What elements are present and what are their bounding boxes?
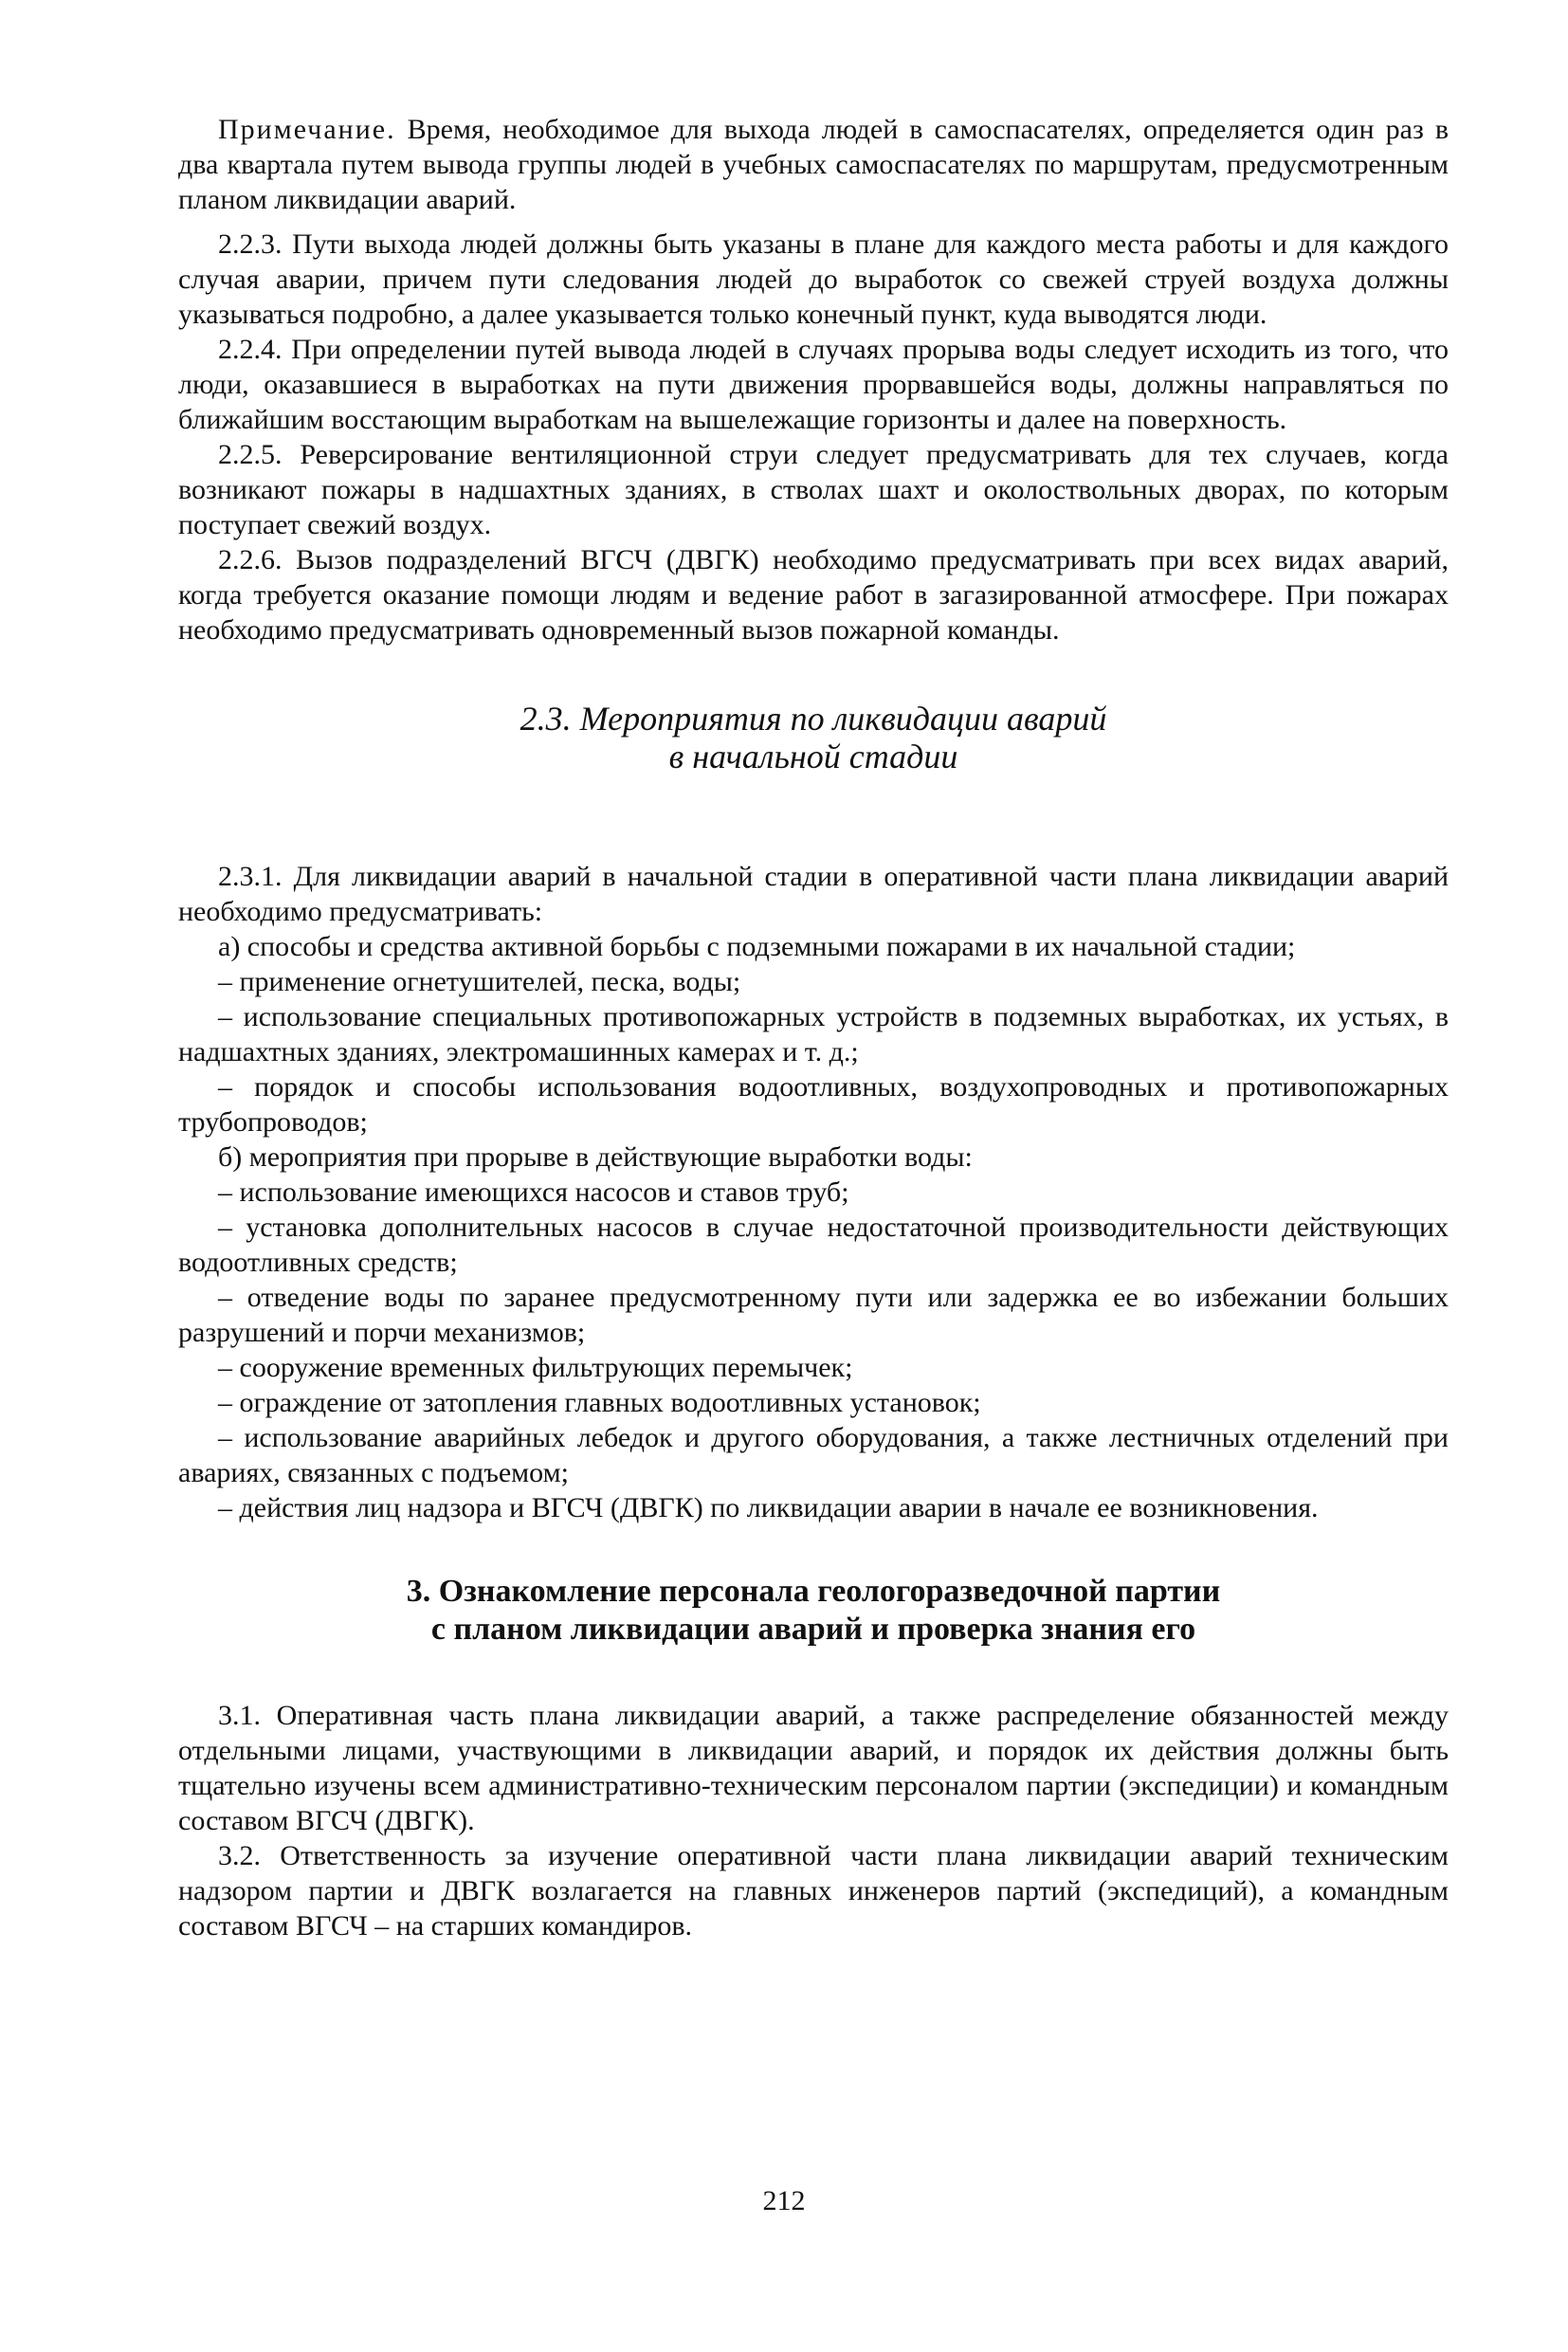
note-paragraph <box>178 112 1449 217</box>
list-item-a: а) способы и средства активной борьбы с подземными пожарами в их начальной стадии; <box>218 931 1296 962</box>
chapter-heading-line-1: 3. Ознакомление персонала геологоразведочной партии <box>406 1574 1221 1609</box>
list-item: – использование аварийных лебедок и другого оборудования, а также лестничных отделений при авариях, связанных с подъемом; <box>178 1422 1449 1488</box>
list-item: – действия лиц надзора и ВГСЧ (ДВГК) по ликвидации аварии в начале ее возникновения. <box>218 1492 1319 1523</box>
section-heading-line-1: 2.3. Мероприятия по ликвидации аварий <box>520 700 1107 738</box>
paragraph-3-2: 3.2. Ответственность за изучение оперативной части плана ликвидации аварий техническим надзором партии и ДВГК возлагается на главных инженеров партий (экспедиций), а командным составом ВГСЧ – на старших командиров. <box>178 1840 1449 1942</box>
list-item: – ограждение от затопления главных водоотливных установок; <box>218 1387 981 1418</box>
paragraph-2-2-5: 2.2.5. Реверсирование вентиляционной струи следует предусматривать для тех случаев, когда возникают пожары в надшахтных зданиях, в стволах шахт и околоствольных дворах, по которым поступает свежий воздух. <box>178 439 1449 540</box>
list-item: – применение огнетушителей, песка, воды; <box>218 966 741 997</box>
chapter-heading-line-2: с планом ликвидации аварий и проверка знания его <box>430 1612 1196 1647</box>
paragraph-2-3-1: 2.3.1. Для ликвидации аварий в начальной стадии в оперативной части плана ликвидации аварий необходимо предусматривать: <box>178 861 1449 927</box>
list-item: – отведение воды по заранее предусмотренному пути или задержка ее во избежании больших разрушений и порчи механизмов; <box>178 1282 1449 1348</box>
list-item: – установка дополнительных насосов в случае недостаточной производительности действующих водоотливных средств; <box>178 1212 1449 1278</box>
list-item-b: б) мероприятия при прорыве в действующие выработки воды: <box>218 1141 973 1173</box>
list-item: – порядок и способы использования водоотливных, воздухопроводных и противопожарных трубопроводов; <box>178 1071 1449 1138</box>
note-text: Время, необходимое для выхода людей в самоспасателях, определяется один раз в два квартала путем вывода группы людей в учебных самоспасателях по маршрутам, предусмотренным планом ликвидации аварий. <box>178 114 1449 215</box>
paragraph-2-2-4: 2.2.4. При определении путей вывода людей в случаях прорыва воды следует исходить из того, что люди, оказавшиеся в выработках на пути движения прорвавшейся воды, должны направляться по ближайшим восстающим выработкам на вышележащие горизонты и далее на поверхность. <box>178 334 1449 435</box>
section-heading-2-3 <box>178 700 1449 775</box>
chapter-heading-3 <box>178 1573 1449 1649</box>
list-item: – использование специальных противопожарных устройств в подземных выработках, их устьях, в надшахтных зданиях, электромашинных камерах и т. д.; <box>178 1001 1449 1067</box>
paragraph-3-1: 3.1. Оперативная часть плана ликвидации аварий, а также распределение обязанностей между отдельными лицами, участвующими в ликвидации аварий, и порядок их действия должны быть тщательно изучены всем административно-техническим персоналом партии (экспедиции) и командным составом ВГСЧ (ДВГК). <box>178 1700 1449 1836</box>
page-number: 212 <box>762 2185 806 2216</box>
list-item: – использование имеющихся насосов и ставов труб; <box>218 1176 849 1208</box>
section-heading-line-2: в начальной стадии <box>668 738 958 775</box>
paragraph-2-2-3: 2.2.3. Пути выхода людей должны быть указаны в плане для каждого места работы и для каждого случая аварии, причем пути следования людей до выработок со свежей струей воздуха должны указываться подробно, а далее указывается только конечный пункт, куда выводятся люди. <box>178 228 1449 330</box>
list-item: – сооружение временных фильтрующих перемычек; <box>218 1352 853 1383</box>
document-page <box>178 112 1449 1943</box>
note-label: Примечание. <box>218 114 396 145</box>
paragraph-2-2-6: 2.2.6. Вызов подразделений ВГСЧ (ДВГК) необходимо предусматривать при всех видах аварий, когда требуется оказание помощи людям и ведение работ в загазированной атмосфере. При пожарах необходимо предусматривать одновременный вызов пожарной команды. <box>178 544 1449 646</box>
